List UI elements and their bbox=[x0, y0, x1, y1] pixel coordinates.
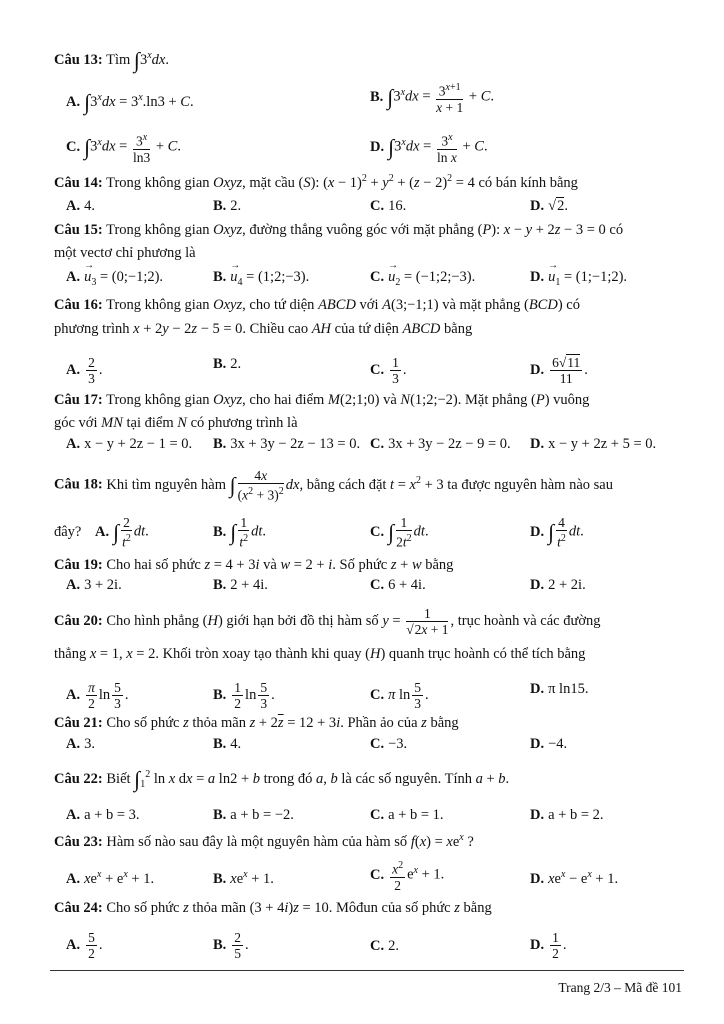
q18-option-b: B. ∫ $\frac{1}{t^2}$ dt. bbox=[213, 515, 266, 550]
question-16-cont: phương trình x + 2y − 2z − 5 = 0. Chiều cao AH của tứ diện ABCD bằng bbox=[54, 321, 473, 337]
question-20-cont: thẳng x = 1, x = 2. Khối tròn xoay tạo thành khi quay (H) quanh trục hoành có thể tích bằng bbox=[54, 646, 586, 662]
option-letter: B. bbox=[213, 356, 227, 372]
q13-option-d: D. $\int 3^xdx$ = $\frac{3^x}{\text{ln x}}$ + C. bbox=[370, 132, 488, 165]
option-letter: A. bbox=[66, 436, 81, 452]
option-letter: D. bbox=[530, 436, 545, 452]
option-letter: B. bbox=[213, 523, 227, 540]
question-20 bbox=[54, 606, 682, 637]
option-letter: D. bbox=[530, 523, 545, 540]
option-letter: B. bbox=[213, 269, 227, 285]
option-letter: C. bbox=[370, 436, 385, 452]
option-letter: A. bbox=[66, 269, 81, 285]
question-text: Cho hai số phức z = 4 + 3i và w = 2 + i. Số phức z + w bằng bbox=[106, 557, 454, 573]
q14-option-c bbox=[370, 197, 406, 215]
q21-option-b bbox=[213, 735, 241, 753]
question-17 bbox=[54, 391, 682, 409]
option-letter: C. bbox=[370, 686, 385, 703]
q14-option-b bbox=[213, 197, 241, 215]
question-17-cont: góc với MN tại điểm N có phương trình là bbox=[54, 415, 298, 431]
q23-option-b: B. $xe^x + 1$. bbox=[213, 869, 274, 887]
option-letter: D. bbox=[530, 681, 545, 697]
option-text: a + b = 1. bbox=[388, 807, 444, 823]
q23-option-c: C. $\frac{x^2}{2}$ $e^x + 1$. bbox=[370, 860, 445, 893]
option-text: x − y + 2z + 5 = 0. bbox=[548, 436, 657, 452]
q24-option-a: A. $\frac{5}{2}$ . bbox=[66, 930, 103, 961]
option-text: a + b = 2. bbox=[548, 807, 604, 823]
question-15-cont: một vectơ chỉ phương là bbox=[54, 245, 196, 261]
q15-option-a: A. → $u_3$ = (0;−1;2). bbox=[66, 268, 163, 292]
option-letter: B. bbox=[213, 686, 227, 703]
q16-option-b bbox=[213, 355, 241, 373]
question-text: Trong không gian Oxyz, cho tứ diện ABCD với A(3;−1;1) và mặt phẳng (BCD) có bbox=[106, 297, 580, 313]
option-letter: C. bbox=[370, 577, 385, 593]
option-letter: C. bbox=[370, 269, 385, 285]
q22-option-a bbox=[66, 806, 140, 824]
q20-option-c: C. π ln $\frac{5}{3}$ . bbox=[370, 680, 429, 711]
question-text: Trong không gian Oxyz, đường thẳng vuông góc với mặt phẳng (P): x − y + 2z − 3 = 0 có bbox=[106, 222, 624, 238]
q18-option-a: A. ∫ $\frac{2}{t^2}$ dt. bbox=[95, 515, 149, 550]
option-letter: A. bbox=[66, 936, 81, 953]
option-letter: D. bbox=[530, 198, 545, 214]
q18-option-c: C. ∫ $\frac{1}{2t^2}$ dt. bbox=[370, 515, 429, 550]
option-text: 3x + 3y − 2z − 9 = 0. bbox=[388, 436, 511, 452]
option-letter: B. bbox=[213, 198, 227, 214]
q22-option-d bbox=[530, 806, 604, 824]
option-letter: B. bbox=[213, 870, 227, 887]
q21-option-a bbox=[66, 735, 95, 753]
question-text: Cho số phức z thỏa mãn $z + 2\overline{z} = 12 + 3i$. Phần ảo của z bằng bbox=[106, 715, 459, 731]
option-text: 2. bbox=[230, 198, 242, 214]
q15-option-b: B. → $u_4$ = (1;2;−3). bbox=[213, 268, 309, 292]
question-text: Trong không gian Oxyz, cho hai điểm M(2;1;0) và N(1;2;−2). Mặt phẳng (P) vuông bbox=[106, 392, 590, 408]
option-text: 3 + 2i. bbox=[84, 577, 122, 593]
option-text: 4. bbox=[84, 198, 95, 214]
q16-option-d: D. $\frac{6√11}{11}$ . bbox=[530, 355, 588, 386]
q13-option-c: C. $\int 3^xdx$ = $\frac{3^x}{\ln 3}$ + C. bbox=[66, 132, 181, 165]
question-15 bbox=[54, 221, 682, 239]
question-14 bbox=[54, 170, 682, 192]
option-letter: D. bbox=[530, 361, 545, 378]
option-text: 3. bbox=[84, 736, 95, 752]
option-letter: A. bbox=[66, 198, 81, 214]
question-text: Tìm ∫3$^x$dx. bbox=[106, 47, 169, 73]
option-text: a + b = −2. bbox=[230, 807, 294, 823]
q20-option-d bbox=[530, 680, 588, 698]
option-text: 2. bbox=[388, 938, 399, 954]
question-16 bbox=[54, 296, 682, 314]
question-text: Khi tìm nguyên hàm ∫ $\frac{4x}{(x^2 + 3)^2}$ dx, bằng cách đặt $t = x^2 + 3$ ta được nguyên hàm nào sau bbox=[106, 468, 613, 503]
question-18-cont: đây? bbox=[54, 524, 82, 540]
q17-option-d bbox=[530, 435, 656, 453]
q20-option-a: A. $\frac{\pi}{2}$ ln $\frac{5}{3}$ . bbox=[66, 680, 129, 711]
option-letter: D. bbox=[530, 807, 545, 823]
option-letter: A. bbox=[66, 870, 81, 887]
option-text: 2 + 2i. bbox=[548, 577, 586, 593]
question-13 bbox=[54, 47, 682, 72]
option-text: π ln15. bbox=[548, 681, 589, 697]
q19-option-b bbox=[213, 576, 268, 594]
option-text: 4. bbox=[230, 736, 242, 752]
option-text: 16. bbox=[388, 198, 407, 214]
option-text: a + b = 3. bbox=[84, 807, 140, 823]
q16-option-c: C. $\frac{1}{3}$ . bbox=[370, 355, 407, 386]
option-letter: A. bbox=[66, 686, 81, 703]
option-letter: B. bbox=[370, 88, 384, 105]
q19-option-d bbox=[530, 576, 586, 594]
q14-option-a bbox=[66, 197, 95, 215]
question-label: Câu 16: bbox=[54, 297, 103, 313]
option-letter: D. bbox=[530, 936, 545, 953]
q13-option-a: A. $\int 3^xdx = 3^x.\ln 3 + C$. bbox=[66, 89, 194, 115]
q20-option-b: B. $\frac{1}{2}$ ln $\frac{5}{3}$ . bbox=[213, 680, 275, 711]
option-text: −4. bbox=[548, 736, 568, 752]
question-label: Câu 14: bbox=[54, 174, 103, 191]
question-19 bbox=[54, 556, 682, 574]
q24-option-d: D. $\frac{1}{2}$ . bbox=[530, 930, 567, 961]
question-label: Câu 20: bbox=[54, 612, 103, 629]
option-letter: D. bbox=[530, 577, 545, 593]
option-letter: C. bbox=[370, 938, 385, 954]
q24-option-c bbox=[370, 937, 399, 955]
option-letter: C. bbox=[370, 198, 385, 214]
question-text: Trong không gian Oxyz, mặt cầu (S): $(x - 1)^2 + y^2 + (z - 2)^2 = 4$ có bán kính bằng bbox=[106, 173, 578, 191]
option-letter: B. bbox=[213, 577, 227, 593]
q15-option-d: D. → $u_1$ = (1;−1;2). bbox=[530, 268, 627, 292]
question-label: Câu 15: bbox=[54, 222, 103, 238]
q22-option-c bbox=[370, 806, 444, 824]
q17-option-b bbox=[213, 435, 360, 453]
option-letter: A. bbox=[66, 736, 81, 752]
q16-option-a: A. $\frac{2}{3}$ . bbox=[66, 355, 103, 386]
q13-option-b: B. $\int 3^xdx$ = $\frac{3^{x+1}}{x + 1}$ + C. bbox=[370, 82, 495, 115]
question-text: Biết $\int_1^2$ ln x dx = a ln2 + b trong đó a, b là các số nguyên. Tính a + b. bbox=[106, 766, 510, 792]
question-21 bbox=[54, 714, 682, 732]
question-24 bbox=[54, 899, 682, 917]
option-letter: B. bbox=[213, 807, 227, 823]
question-text: Cho hình phẳng (H) giới hạn bởi đồ thị hàm số y = $\frac{1}{√2x + 1}$ , trục hoành và các đường bbox=[106, 606, 601, 637]
option-letter: B. bbox=[213, 736, 227, 752]
option-letter: C. bbox=[370, 361, 385, 378]
question-label: Câu 22: bbox=[54, 770, 103, 787]
option-letter: D. bbox=[530, 870, 545, 887]
question-label: Câu 18: bbox=[54, 476, 103, 493]
question-label: Câu 24: bbox=[54, 900, 103, 916]
q24-option-b: B. $\frac{2}{5}$ . bbox=[213, 930, 249, 961]
q21-option-c bbox=[370, 735, 407, 753]
option-text: 2 + 4i. bbox=[230, 577, 268, 593]
q19-option-c bbox=[370, 576, 426, 594]
option-letter: A. bbox=[66, 93, 81, 110]
q18-option-d: D. ∫ $\frac{4}{t^2}$ dt. bbox=[530, 515, 584, 550]
option-letter: D. bbox=[530, 736, 545, 752]
page-footer: Trang 2/3 – Mã đề 101 bbox=[558, 980, 682, 995]
option-letter: B. bbox=[213, 436, 227, 452]
question-22 bbox=[54, 766, 682, 794]
option-letter: A. bbox=[66, 577, 81, 593]
q15-option-c: C. → $u_2$ = (−1;2;−3). bbox=[370, 268, 475, 292]
option-letter: C. bbox=[370, 736, 385, 752]
q21-option-d bbox=[530, 735, 567, 753]
q22-option-b bbox=[213, 806, 294, 824]
question-text: Hàm số nào sau đây là một nguyên hàm của hàm số $f(x) = xe^x$ ? bbox=[106, 832, 474, 850]
question-label: Câu 19: bbox=[54, 557, 103, 573]
option-letter: A. bbox=[95, 523, 110, 540]
option-text: −3. bbox=[388, 736, 408, 752]
option-letter: A. bbox=[66, 361, 81, 378]
option-letter: D. bbox=[370, 138, 385, 155]
option-letter: C. bbox=[66, 138, 81, 155]
question-label: Câu 21: bbox=[54, 715, 103, 731]
footer-divider bbox=[50, 970, 684, 971]
option-text: 6 + 4i. bbox=[388, 577, 426, 593]
q17-option-c bbox=[370, 435, 511, 453]
option-letter: B. bbox=[213, 936, 227, 953]
option-letter: C. bbox=[370, 807, 385, 823]
option-letter: C. bbox=[370, 866, 385, 883]
question-text: Cho số phức z thỏa mãn (3 + 4i)z = 10. Môđun của số phức z bằng bbox=[106, 900, 492, 916]
question-label: Câu 23: bbox=[54, 833, 103, 850]
q23-option-d: D. $xe^x - e^x + 1$. bbox=[530, 869, 619, 887]
option-text: 3x + 3y − 2z − 13 = 0. bbox=[230, 436, 361, 452]
q17-option-a bbox=[66, 435, 192, 453]
option-text: 2. bbox=[230, 356, 242, 372]
question-label: Câu 13: bbox=[54, 51, 103, 68]
question-18 bbox=[54, 468, 682, 503]
question-label: Câu 17: bbox=[54, 392, 103, 408]
q14-option-d: D. √2. bbox=[530, 198, 568, 214]
q19-option-a bbox=[66, 576, 122, 594]
option-text: x − y + 2z − 1 = 0. bbox=[84, 436, 193, 452]
option-letter: D. bbox=[530, 269, 545, 285]
q23-option-a: A. $xe^x + e^x + 1$. bbox=[66, 869, 155, 887]
question-23 bbox=[54, 829, 682, 851]
option-letter: A. bbox=[66, 807, 81, 823]
option-letter: C. bbox=[370, 523, 385, 540]
